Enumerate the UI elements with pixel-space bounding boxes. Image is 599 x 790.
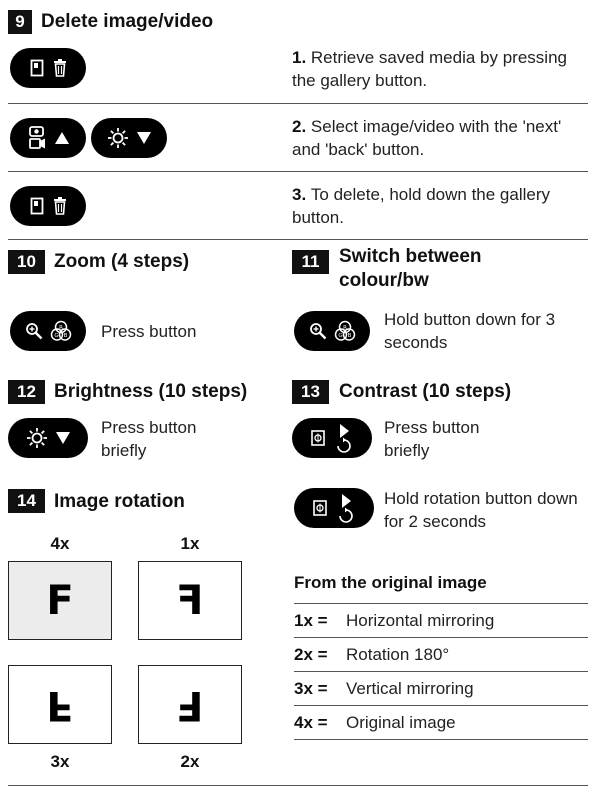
- tile-label-2x: 2x: [180, 752, 200, 771]
- rotation-icon: [336, 493, 356, 523]
- svg-text:G: G: [337, 333, 343, 339]
- colour-bw-button: [294, 311, 370, 351]
- mirror-row: [294, 638, 588, 672]
- mirror-value: Horizontal mirroring: [346, 610, 495, 630]
- mirror-table-title: From the original image: [294, 573, 487, 592]
- zoom-icon: [25, 322, 43, 340]
- mirror-row: [294, 706, 588, 740]
- section-14-badge: 14: [8, 489, 45, 513]
- contrast-icon: [313, 500, 327, 516]
- section-13-title: Contrast (10 steps): [339, 381, 512, 402]
- gallery-icon: [30, 59, 44, 77]
- mirror-value: Original image: [346, 712, 456, 732]
- rotation-icon: [334, 423, 354, 453]
- mirror-row: [294, 672, 588, 706]
- tile-label-1x: 1x: [180, 534, 200, 553]
- tile-glyph: F: [46, 577, 74, 624]
- mirror-key: 3x =: [294, 678, 328, 698]
- trash-icon: [53, 197, 67, 215]
- trash-icon: [53, 59, 67, 77]
- rgb-icon: [50, 320, 72, 342]
- rotation-button: [294, 488, 374, 528]
- divider: [8, 103, 588, 104]
- divider: [8, 171, 588, 172]
- svg-text:G: G: [53, 333, 59, 339]
- sun-icon: [108, 128, 128, 148]
- contrast-icon: [311, 430, 325, 446]
- section-13-badge: 13: [292, 380, 329, 404]
- photo-video-icon: [28, 125, 46, 151]
- zoom-icon: [309, 322, 327, 340]
- colour-bw-instruction: Hold button down for 3 seconds: [384, 310, 556, 352]
- divider: [8, 239, 588, 240]
- step-3-num: 3.: [292, 185, 311, 204]
- sun-icon: [27, 428, 47, 448]
- step-2: [292, 115, 592, 161]
- gallery-button: [10, 186, 86, 226]
- section-9-title: Delete image/video: [41, 11, 214, 32]
- mirror-value: Rotation 180°: [346, 644, 450, 664]
- rgb-icon: [334, 320, 356, 342]
- zoom-button: [10, 311, 86, 351]
- section-11-badge: 11: [292, 250, 329, 274]
- rotation-instruction: Hold rotation button down for 2 seconds: [384, 489, 578, 531]
- triangle-down-icon: [137, 132, 151, 144]
- mirror-key: 1x =: [294, 610, 328, 630]
- step-3: [292, 183, 592, 229]
- rotation-tile-3x: [8, 665, 112, 744]
- svg-text:B: B: [63, 333, 67, 339]
- contrast-instruction: Press button briefly: [384, 418, 480, 460]
- tile-label-4x: 4x: [50, 534, 70, 553]
- step-2-text: Select image/video with the 'next' and 'back' button.: [292, 117, 562, 159]
- section-14-title: Image rotation: [54, 491, 185, 512]
- tile-glyph: F: [176, 577, 204, 624]
- svg-text:R: R: [342, 325, 347, 331]
- step-1-num: 1.: [292, 48, 311, 67]
- svg-text:R: R: [58, 325, 63, 331]
- mirror-row: [294, 604, 588, 638]
- step-1: [292, 46, 592, 92]
- gallery-icon: [30, 197, 44, 215]
- section-10-badge: 10: [8, 250, 45, 274]
- section-10-title: Zoom (4 steps): [54, 251, 190, 272]
- next-button: [10, 118, 86, 158]
- gallery-button: [10, 48, 86, 88]
- zoom-instruction: Press button: [101, 322, 197, 341]
- step-2-num: 2.: [292, 117, 311, 136]
- triangle-down-icon: [56, 432, 70, 444]
- bottom-divider: [8, 785, 588, 786]
- mirror-value: Vertical mirroring: [346, 678, 474, 698]
- tile-glyph: F: [176, 681, 204, 728]
- step-1-text: Retrieve saved media by pressing the gallery button.: [292, 48, 567, 90]
- tile-label-3x: 3x: [50, 752, 70, 771]
- step-3-text: To delete, hold down the gallery button.: [292, 185, 551, 227]
- brightness-button: [8, 418, 88, 458]
- section-12-badge: 12: [8, 380, 45, 404]
- mirror-key: 2x =: [294, 644, 328, 664]
- tile-glyph: F: [46, 681, 74, 728]
- section-11-title: Switch between colour/bw: [339, 246, 482, 291]
- triangle-up-icon: [55, 132, 69, 144]
- rotation-tile-2x: [138, 665, 242, 744]
- mirror-key: 4x =: [294, 712, 328, 732]
- section-9-badge: 9: [8, 10, 32, 34]
- rotation-tile-1x: [138, 561, 242, 640]
- rotation-tile-4x: [8, 561, 112, 640]
- brightness-instruction: Press button briefly: [101, 418, 197, 460]
- back-button: [91, 118, 167, 158]
- svg-text:B: B: [347, 333, 351, 339]
- contrast-button: [292, 418, 372, 458]
- section-12-title: Brightness (10 steps): [54, 381, 248, 402]
